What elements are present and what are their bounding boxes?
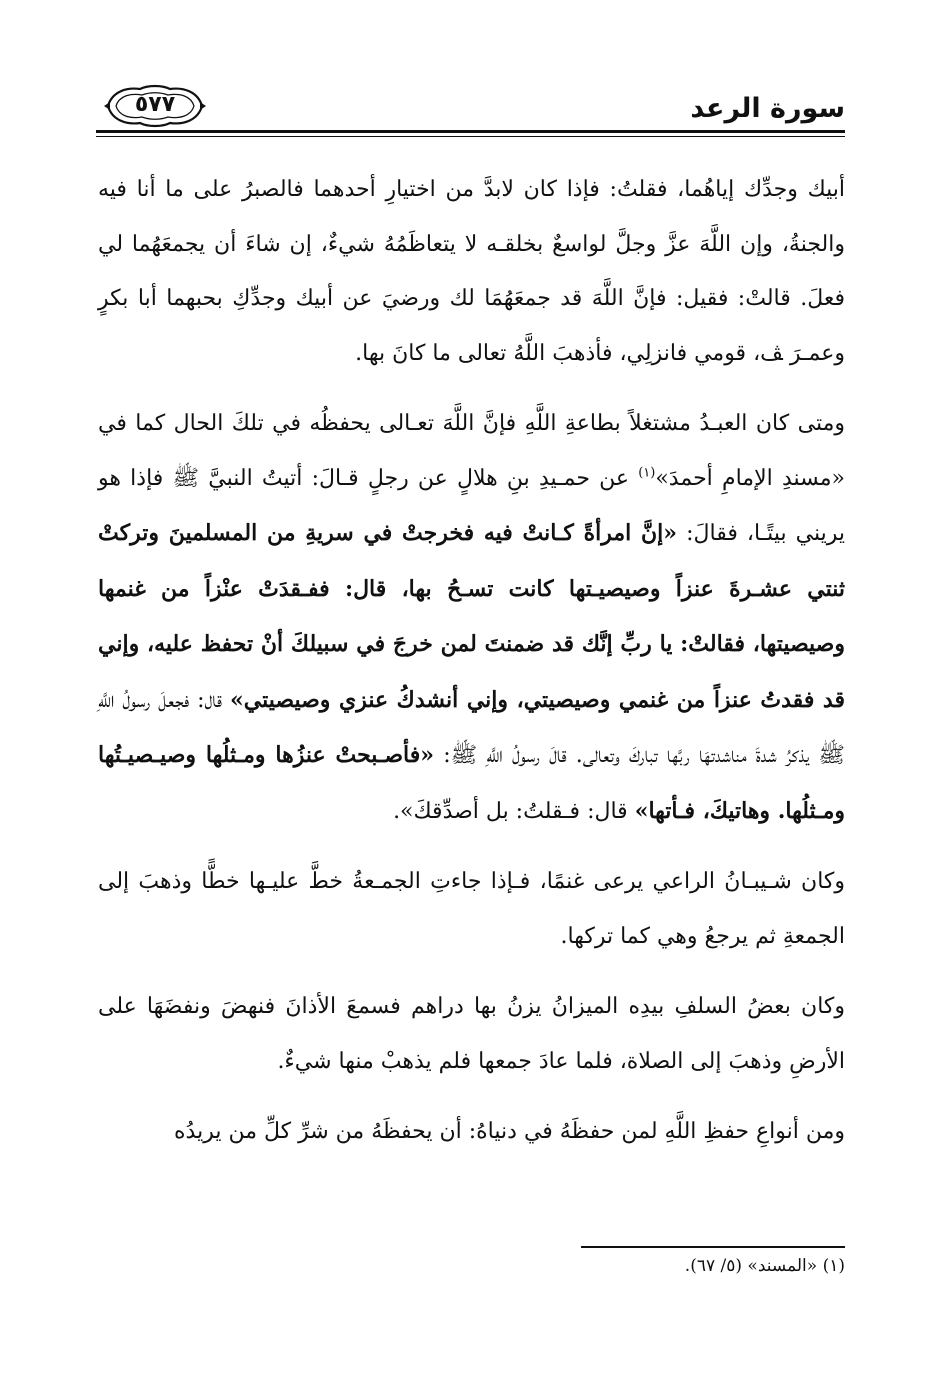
hadith-quote-2: «فأصـبحتْ عنزُها ومـثلُها وصيـصيـتُها ومـثلُها. وهاتيكَ، فـأتها»: [98, 742, 845, 824]
paragraph-1: أبيك وجدِّك إياهُما، فقلتُ: فإذا كان لابدَّ من اختيارِ أحدهما فالصبرُ على ما أنا فيه والجنةُ، وإن اللَّهَ عزَّ وجلَّ لواسعٌ بخلقـه لا يتعاظَمُهُ شيءٌ، إن شاءَ أن يجمعَهُما لي فعلَ. قالتْ: فقيل: فإنَّ اللَّهَ قد جمعَهُمَا لك ورضيَ عن أبيك وجدِّكِ بحبهما أبا بكرٍ وعمـرَ ﭫ، قومي فانزلِي، فأذهبَ اللَّهُ تعالى ما كانَ بها.: [98, 177, 845, 366]
paragraph-3: وكان شـيبـانُ الراعي يرعى غنمًا، فـإذا جاءتِ الجمـعةُ خطَّ عليـها خطًّا وذهبَ إلى الجمعةِ ثم يرجعُ وهي كما تركها.: [98, 869, 845, 949]
page-header: [96, 82, 845, 142]
page-number-badge: [102, 84, 208, 128]
page-content: [98, 163, 845, 1160]
paragraph-5: ومن أنواعِ حفظِ اللَّهِ لمن حفظَهُ في دنياهُ: أن يحفظَهُ من شرِّ كلِّ من يريدُه: [174, 1119, 845, 1144]
paragraph-2-text-end: قال: فـقلتُ: بل أصدِّقكَ».: [393, 798, 635, 824]
paragraph-2-text-middle: قال: فجعلَ رسولُ اللَّهِ ﷺ يذكرُ شدةَ مناشدتهَا ربَّها تباركَ وتعالى. قالَ رسولُ اللَّهِ ﷺ:: [98, 687, 845, 768]
footnote-rule: [581, 1246, 845, 1248]
paragraph-4: وكان بعضُ السلفِ بيدِه الميزانُ يزنُ بها دراهم فسمعَ الأذانَ فنهضَ ونفضَهَا على الأرضِ وذهبَ إلى الصلاة، فلما عادَ جمعها فلم يذهبْ منها شيءٌ.: [98, 994, 845, 1074]
paragraph-2-text-before: ومتى كان العبـدُ مشتغلاً بطاعةِ اللَّهِ فإنَّ اللَّهَ تعـالى يحفظُه في تلكَ الحال كما في «مسندِ الإمامِ أحمدَ»: [98, 411, 846, 491]
hadith-quote-1: «إنَّ امرأةً كـانتْ فيه فخرجتْ في سريةِ من المسلمينَ وتركتْ ثنتي عشـرةَ عنزاً وصيصيـتها كانت تسـحُ بها، قال: ففـقدَتْ عنْزاً من غنمها وصيصيتها، فقالتْ: يا ربِّ إنَّك قد ضمنتَ لمن خرجَ في سبيلكَ أنْ تحفظ عليه، وإني قد فقدتُ عنزاً من غنمي وصيصيتي، وإني أنشدكُ عنزي وصيصيتي»: [98, 520, 845, 713]
footnote: (١) «المسند» (٥/ ٦٧).: [684, 1256, 845, 1276]
header-rule-thin: [96, 136, 845, 137]
surah-title: سورة الرعد: [690, 93, 845, 124]
paragraph-2: [98, 397, 845, 839]
footnote-reference[interactable]: (١): [638, 465, 656, 481]
paragraph-2-text-after: عن حمـيدِ بنِ هلالٍ عن رجلٍ قـالَ: أتيتُ النبيَّ ﷺ فإذا هو يريني بيتًـا، فقالَ:: [98, 465, 846, 546]
header-rule: [96, 130, 845, 133]
page-number: ٥٧٧: [134, 92, 176, 117]
